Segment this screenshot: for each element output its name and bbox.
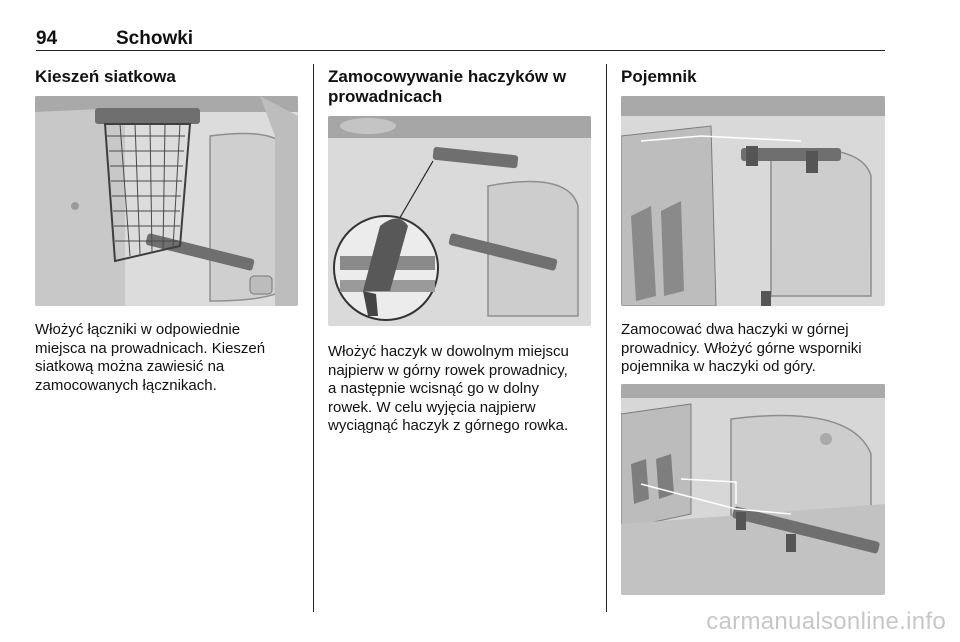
column-divider xyxy=(313,64,314,612)
section-heading-net-pocket: Kieszeń siatkowa xyxy=(35,67,176,86)
hooks-text: Włożyć haczyk w dowolnym miejscu najpierw w górny rowek prowadnicy, a następnie wcisnąć go w dolny rowek. W celu wyjęcia najpierw wyciągnąć haczyk z górnego rowka. xyxy=(328,343,569,434)
header-rule xyxy=(36,50,885,51)
net-pocket-illustration xyxy=(35,96,298,306)
hook-rail-illustration xyxy=(328,116,591,326)
page-number: 94 xyxy=(36,28,58,49)
watermark-text: carmanualsonline.info xyxy=(706,608,946,635)
section-heading-hooks: Zamocowywanie haczyków w prowadnicach xyxy=(328,67,567,106)
container-mounted-illustration xyxy=(621,384,885,595)
section-heading-container: Pojemnik xyxy=(621,67,697,86)
page-title: Schowki xyxy=(116,28,194,49)
net-pocket-text: Włożyć łączniki w odpowiednie miejsca na prowadnicach. Kieszeń siatkową można zawiesić na zamocowanych łącznikach. xyxy=(35,321,266,394)
container-hooks-illustration xyxy=(621,96,885,306)
container-text: Zamocować dwa haczyki w górnej prowadnicy. Włożyć górne wsporniki pojemnika w haczyki od góry. xyxy=(621,321,862,375)
column-divider xyxy=(606,64,607,612)
